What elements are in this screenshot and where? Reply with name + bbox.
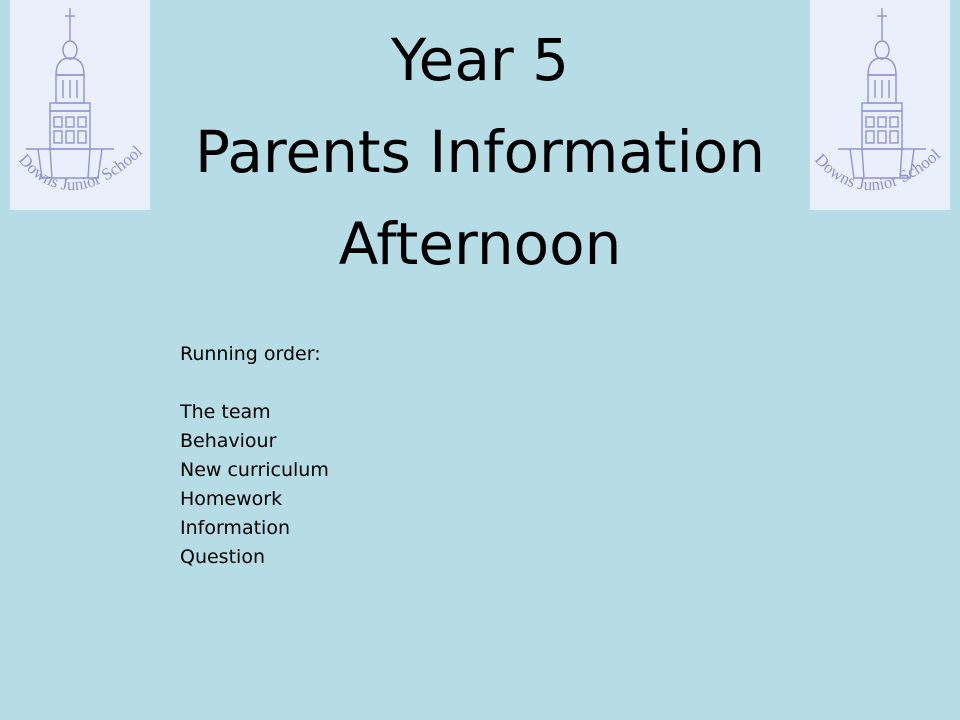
logo-school-name: Downs Junior School bbox=[811, 144, 944, 195]
list-item: New curriculum bbox=[180, 459, 329, 481]
list-item: Homework bbox=[180, 488, 283, 510]
logo-school-name: Downs Junior School bbox=[14, 141, 146, 195]
list-item: Information bbox=[180, 517, 290, 539]
school-logo-icon bbox=[10, 0, 150, 210]
school-logo-right bbox=[810, 0, 950, 210]
running-order-heading: Running order: bbox=[180, 343, 321, 365]
slide-title-line: Afternoon bbox=[338, 210, 622, 278]
school-logo-left bbox=[10, 0, 150, 210]
running-order-section bbox=[180, 340, 329, 572]
slide-title-line: Parents Information bbox=[194, 118, 766, 186]
list-item: The team bbox=[180, 401, 271, 423]
running-order-list bbox=[180, 398, 329, 572]
svg-text:Downs Junior School bbox=[811, 145, 944, 195]
school-logo-icon bbox=[810, 0, 950, 210]
list-item: Question bbox=[180, 546, 265, 568]
slide-title bbox=[150, 14, 810, 290]
slide-title-line: Year 5 bbox=[390, 26, 570, 94]
list-item: Behaviour bbox=[180, 430, 277, 452]
